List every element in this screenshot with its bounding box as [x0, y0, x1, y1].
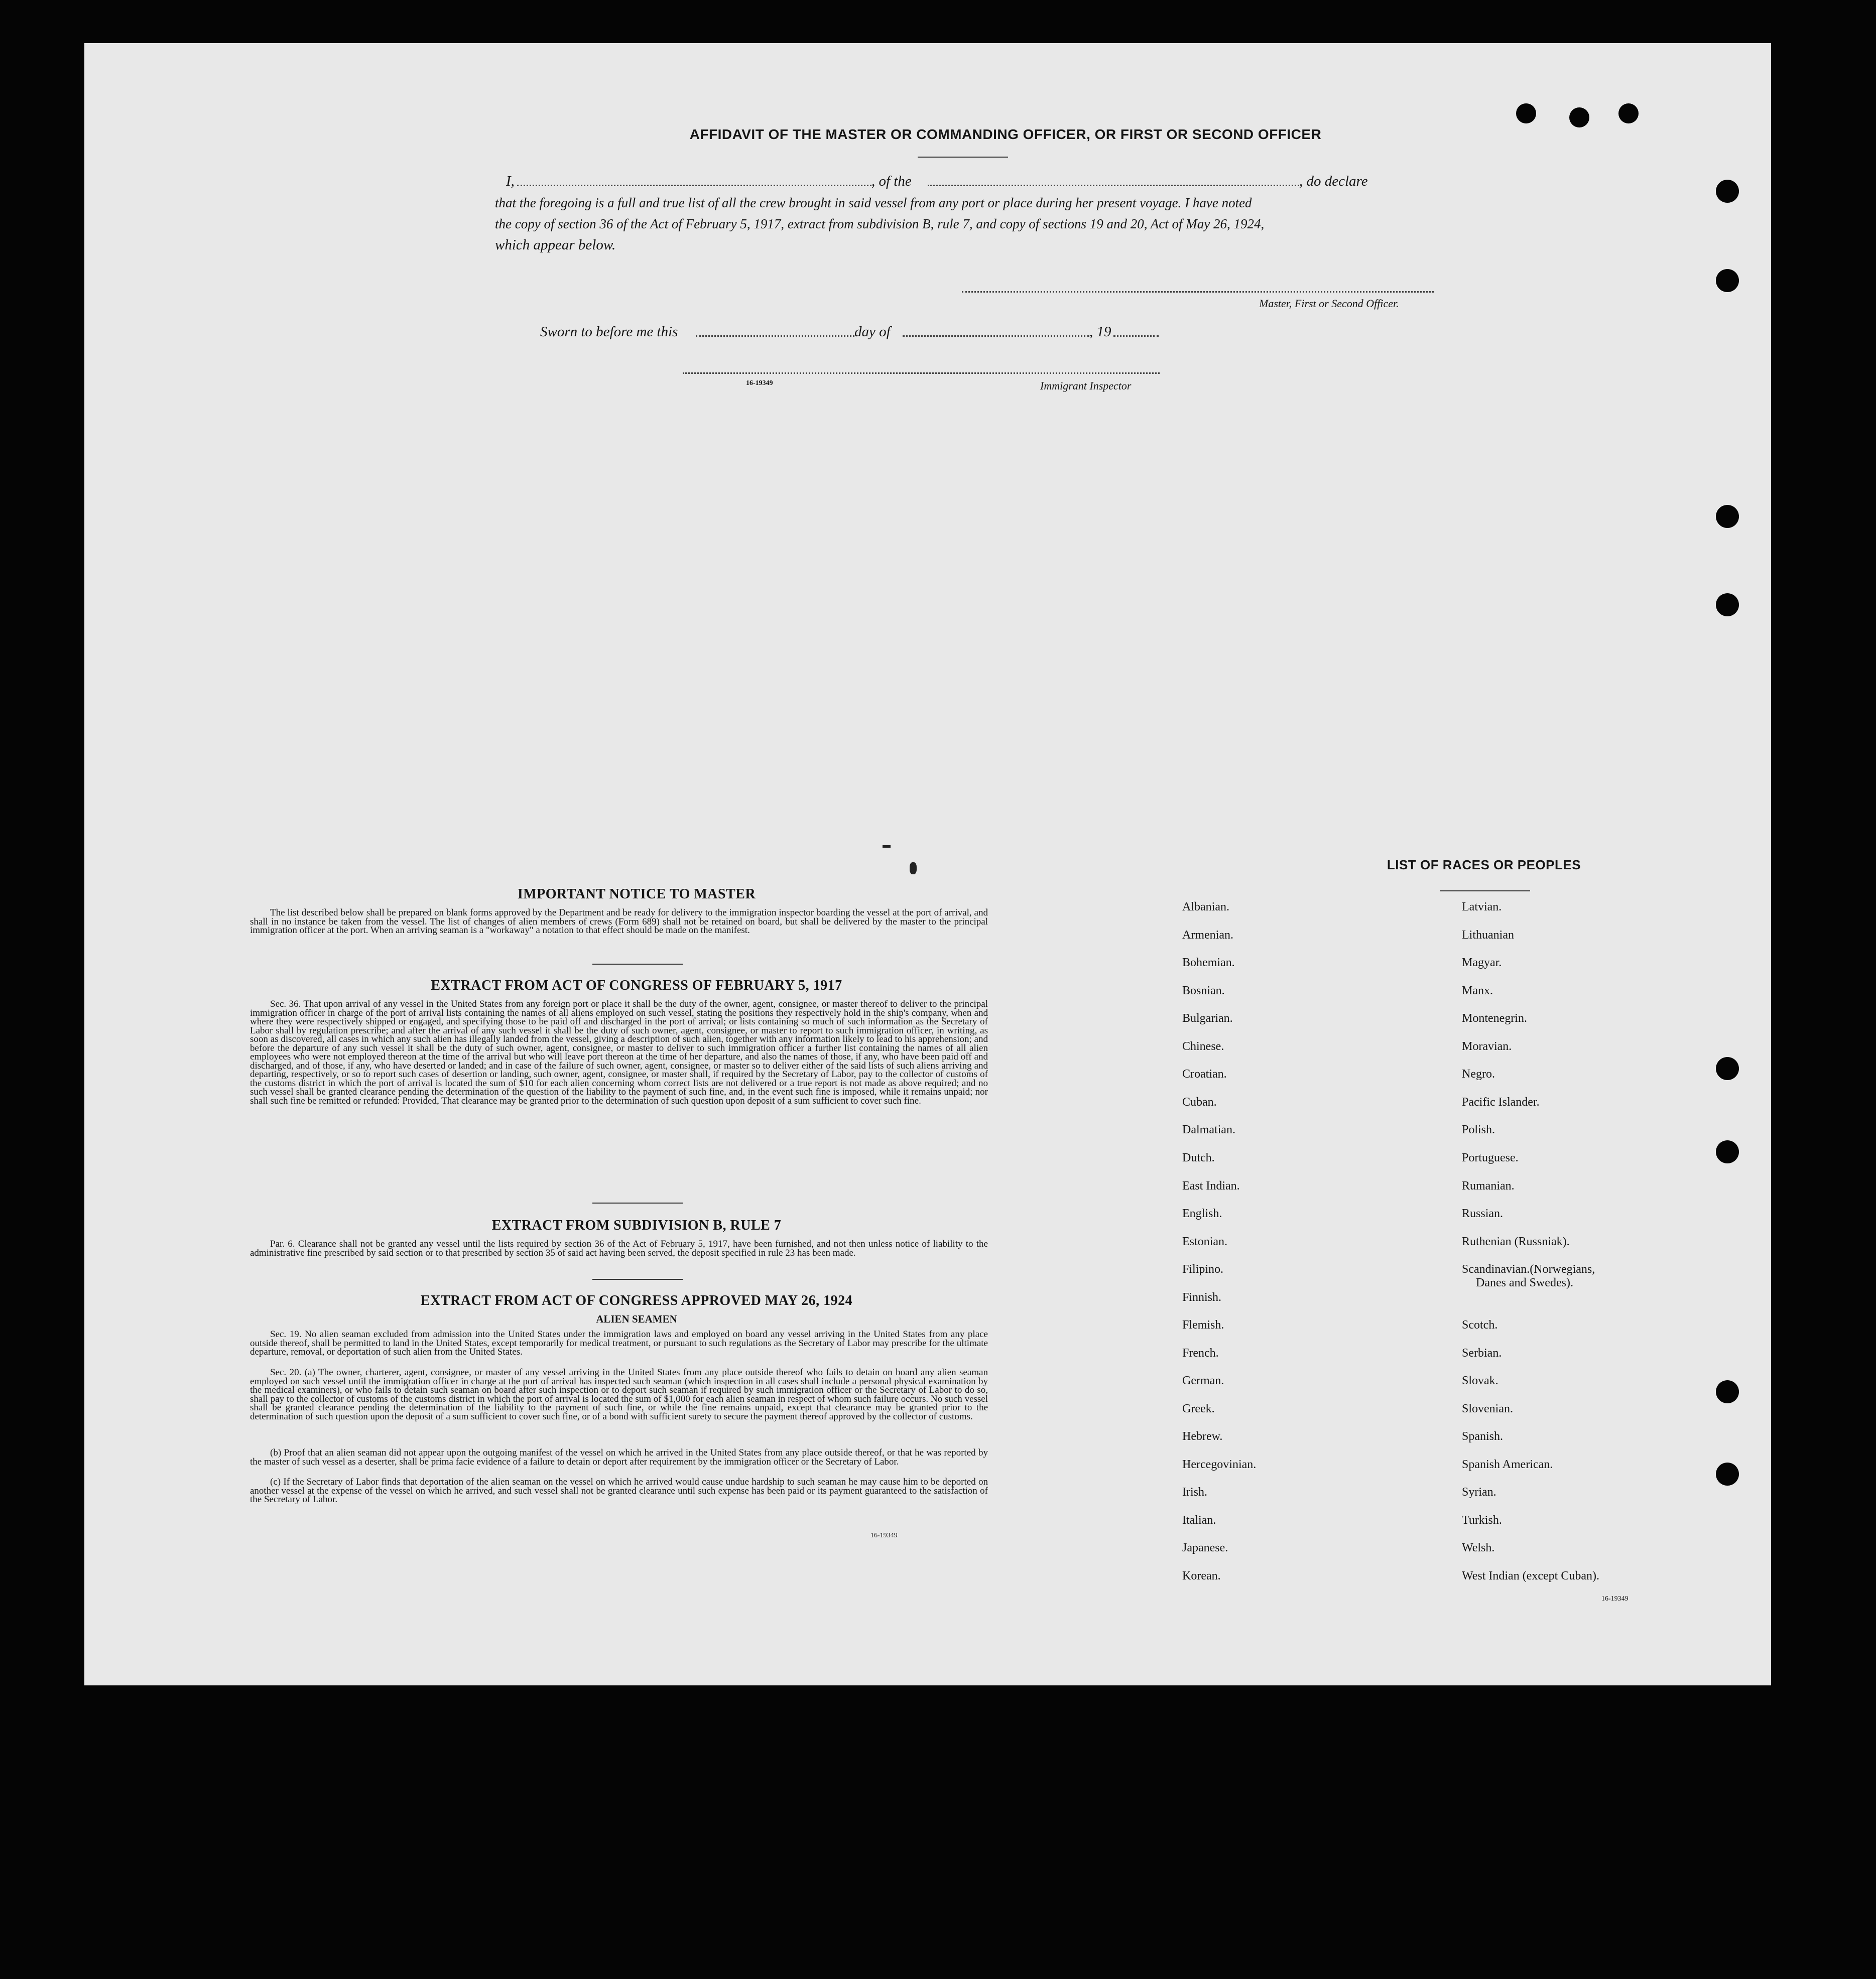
race-right: Syrian. [1462, 1486, 1496, 1499]
race-left: Croatian. [1182, 1068, 1227, 1081]
punch-hole [1716, 269, 1739, 292]
race-left: Flemish. [1182, 1318, 1224, 1332]
punch-hole [1716, 180, 1739, 203]
race-right: Lithuanian [1462, 929, 1514, 942]
race-left: Dalmatian. [1182, 1123, 1235, 1136]
sworn-year-blank[interactable] [1113, 335, 1159, 337]
race-right: Magyar. [1462, 956, 1502, 969]
affidavit-body-line: that the foregoing is a full and true list of all the crew brought in said vessel from any port or place during her present voyage. I have noted [495, 195, 1252, 210]
race-left: Dutch. [1182, 1151, 1215, 1164]
extract-1917-text: Sec. 36. That upon arrival of any vessel in the United States from any foreign port or place it shall be the duty of the owner, agent, consignee, or master thereof to deliver to the principal immigration officer in charge of the port of arrival lists containing the names of all aliens employed on such vessel, stating the positions they respectively hold in the ship's company, when and where they were respectively shipped or engaged, and specifying those to be paid off and discharged in the port of arrival; or lists containing so much of such information as the Secretary of Labor shall by regulation prescribe; and after the arrival of any such vessel it shall be the duty of such owner, agent, consignee, or master to report to such immigration officer, in writing, as soon as discovered, all cases in which any such alien has illegally landed from the vessel, giving a description of such alien, together with any information likely to lead to his apprehension; and before the departure of any such vessel it shall be the duty of such owner, agent, consignee, or master to deliver to such immigration officer a further list containing the names of all alien employees who were not employed thereon at the time of the arrival but who will leave port thereon at the time of her departure, and also the names of those, if any, who have been paid off and discharged, and of those, if any, who have deserted or landed; and in case of the failure of such owner, agent, consignee, or master so to deliver either of the said lists of such aliens arriving and departing, respectively, or so to report such cases of desertion or landing, such owner, agent, consignee, or master shall, if required by the Secretary of Labor, pay to the collector of customs of the customs district in which the port of arrival is located the sum of $10 for each alien concerning whom correct lists are not delivered or a true report is not made as above required; and no such vessel shall be granted clearance pending the determination of the question of the liability to the payment of such fine, and, in the event such fine is imposed, while it remains unpaid; nor shall such fine be remitted or refunded: Provided, That clearance may be granted prior to the determination of such question upon deposit of a sum sufficient to cover such fine. [250, 999, 988, 1106]
race-left: Albanian. [1182, 900, 1229, 913]
race-right: Montenegrin. [1462, 1012, 1527, 1025]
race-left: East Indian. [1182, 1179, 1240, 1193]
race-right: Slovenian. [1462, 1402, 1513, 1415]
race-left: Hercegovinian. [1182, 1458, 1257, 1471]
race-left: Chinese. [1182, 1040, 1224, 1053]
sworn-year: , 19 [1089, 324, 1111, 340]
race-left: German. [1182, 1374, 1224, 1387]
extract-rule7-title: EXTRACT FROM SUBDIVISION B, RULE 7 [491, 1218, 782, 1233]
title-underline [918, 157, 1008, 158]
races-title-underline [1440, 890, 1530, 891]
affidavit-do-declare: , do declare [1299, 173, 1368, 189]
race-right: Moravian. [1462, 1040, 1512, 1053]
notice-text: The list described below shall be prepared on blank forms approved by the Department and be ready for delivery to the immigration inspector boarding the vessel at the port of arrival, and shall in no instance be taken from the vessel. The list of changes of alien members of crews (Form 689) shall not be retained on board, but shall be delivered by the master to the principal immigration officer at the port. When an arriving seaman is a "workaway" a notation to that effect should be made on the manifest. [250, 907, 988, 936]
punch-hole [1516, 103, 1536, 123]
race-right: Spanish. [1462, 1430, 1504, 1443]
race-left: Filipino. [1182, 1263, 1224, 1276]
extract-1917-title: EXTRACT FROM ACT OF CONGRESS OF FEBRUARY 5, 1917 [431, 978, 842, 993]
form-number: 16-19349 [1601, 1595, 1629, 1603]
inspector-caption: Immigrant Inspector [1040, 379, 1132, 392]
race-left: Cuban. [1182, 1096, 1217, 1109]
affidavit-body-line: the copy of section 36 of the Act of February 5, 1917, extract from subdivision B, rule 7, and copy of sections 19 and 20, Act of May 26, 1924, [495, 216, 1265, 231]
punch-hole [1716, 593, 1739, 616]
signature-line[interactable] [962, 291, 1434, 293]
race-left: Finnish. [1182, 1291, 1222, 1304]
races-title: LIST OF RACES OR PEOPLES [1387, 857, 1581, 872]
race-left: Korean. [1182, 1569, 1221, 1582]
alien-seamen-subtitle: ALIEN SEAMEN [596, 1313, 677, 1325]
race-right: Rumanian. [1462, 1179, 1515, 1193]
sworn-day-blank[interactable] [696, 335, 854, 337]
ink-fleck [910, 862, 917, 874]
race-left: Bohemian. [1182, 956, 1235, 969]
race-left: French. [1182, 1347, 1219, 1360]
race-right: Portuguese. [1462, 1151, 1519, 1164]
section-divider [592, 1279, 683, 1280]
race-left: Hebrew. [1182, 1430, 1223, 1443]
section-divider [592, 964, 683, 965]
punch-hole [1716, 505, 1739, 528]
document-sheet [84, 43, 1771, 1685]
form-number: 16-19349 [870, 1532, 898, 1539]
race-right: West Indian (except Cuban). [1462, 1569, 1599, 1582]
extract-rule7-text: Par. 6. Clearance shall not be granted any vessel until the lists required by section 36 of the Act of February 5, 1917, have been furnished, and not then unless notice of liability to the administrative fine prescribed by said section or to that prescribed by section 35 of said act having been served, the deposit specified in rule 23 has been made. [250, 1239, 988, 1258]
signature-caption: Master, First or Second Officer. [1259, 297, 1399, 310]
race-right: Welsh. [1462, 1541, 1495, 1554]
race-left: English. [1182, 1207, 1222, 1220]
punch-hole [1618, 103, 1639, 123]
race-left: Bosnian. [1182, 984, 1225, 997]
race-left: Japanese. [1182, 1541, 1228, 1554]
punch-hole [1716, 1380, 1739, 1403]
affidavit-body-line: which appear below. [495, 237, 616, 253]
race-right: Russian. [1462, 1207, 1504, 1220]
name-blank[interactable] [517, 185, 871, 186]
punch-hole [1569, 107, 1589, 127]
race-right: Pacific Islander. [1462, 1096, 1540, 1109]
sec20c-text: (c) If the Secretary of Labor finds that deportation of the alien seaman on the vessel on which he arrived would cause undue hardship to such seaman he may cause him to be deported on another vessel at the expense of the vessel on which he arrived, and such vessel shall not be granted clearance until such expense has been paid or its payment guaranteed to the satisfaction of the Secretary of Labor. [250, 1477, 988, 1505]
race-right: Spanish American. [1462, 1458, 1553, 1471]
section-divider [592, 1203, 683, 1204]
sec19-text: Sec. 19. No alien seaman excluded from admission into the United States under the immigration laws and employed on board any vessel arriving in the United States from any place outside thereof, shall be permitted to land in the United States, except temporarily for medical treatment, or pursuant to such regulations as the Secretary of Labor may prescribe for the ultimate departure, removal, or deportation of such alien from the United States. [250, 1329, 988, 1357]
sworn-month-blank[interactable] [903, 335, 1089, 337]
race-right: Negro. [1462, 1068, 1495, 1081]
affidavit-line-i: I, [506, 173, 515, 189]
affidavit-of-the: , of the [871, 173, 912, 189]
race-right: Turkish. [1462, 1514, 1502, 1527]
race-left: Bulgarian. [1182, 1012, 1233, 1025]
inspector-signature-line[interactable] [683, 372, 1160, 374]
affidavit-title: AFFIDAVIT OF THE MASTER OR COMMANDING OFFICER, OR FIRST OR SECOND OFFICER [689, 126, 1322, 142]
sec20b-text: (b) Proof that an alien seaman did not appear upon the outgoing manifest of the vessel on which he arrived in the United States from any place outside thereof, or that he was reported by the master of such vessel as a deserter, shall be prima facie evidence of a failure to detain or deport after requirement by the immigration officer or the Secretary of Labor. [250, 1447, 988, 1467]
race-right: Serbian. [1462, 1347, 1502, 1360]
sworn-prefix: Sworn to before me this [540, 324, 678, 340]
punch-hole [1716, 1057, 1739, 1080]
race-left: Greek. [1182, 1402, 1215, 1415]
notice-title: IMPORTANT NOTICE TO MASTER [517, 886, 756, 902]
race-left: Italian. [1182, 1514, 1216, 1527]
race-right: Slovak. [1462, 1374, 1498, 1387]
punch-hole [1716, 1140, 1739, 1163]
sworn-day-of: day of [854, 324, 891, 340]
vessel-blank[interactable] [928, 185, 1299, 186]
race-right: Polish. [1462, 1123, 1495, 1136]
race-right: Scotch. [1462, 1318, 1498, 1332]
punch-hole [1716, 1463, 1739, 1486]
race-left: Estonian. [1182, 1235, 1227, 1248]
race-right: Danes and Swedes). [1476, 1276, 1573, 1289]
extract-1924-title: EXTRACT FROM ACT OF CONGRESS APPROVED MAY 26, 1924 [420, 1293, 853, 1308]
race-right: Latvian. [1462, 900, 1502, 913]
race-right: Ruthenian (Russniak). [1462, 1235, 1570, 1248]
race-right: Scandinavian.(Norwegians, [1462, 1263, 1595, 1276]
race-left: Irish. [1182, 1486, 1207, 1499]
form-number: 16-19349 [746, 379, 773, 387]
sec20a-text: Sec. 20. (a) The owner, charterer, agent, consignee, or master of any vessel arriving in the United States from any place outside thereof who fails to detain on board any alien seaman employed on such vessel until the immigration officer in charge at the port of arrival has inspected such seaman (which inspection in all cases shall include a personal physical examination by the medical examiners), or who fails to detain such seaman on board after such inspection or to deport such seaman if required by such immigration officer or the Secretary of Labor to do so, shall pay to the collector of customs of the customs district in which the port of arrival is located the sum of $1,000 for each alien seaman in respect of whom such failure occurs. No such vessel shall be granted clearance pending the determination of the liability to the payment of such fine, or while the fine remains unpaid, except that clearance may be granted prior to the determination of such question upon the deposit of a sum sufficient to cover such fine, or of a bond with sufficient surety to secure the payment thereof approved by the collector of customs. [250, 1367, 988, 1422]
ink-fleck [883, 845, 891, 848]
race-right: Manx. [1462, 984, 1493, 997]
race-left: Armenian. [1182, 929, 1233, 942]
